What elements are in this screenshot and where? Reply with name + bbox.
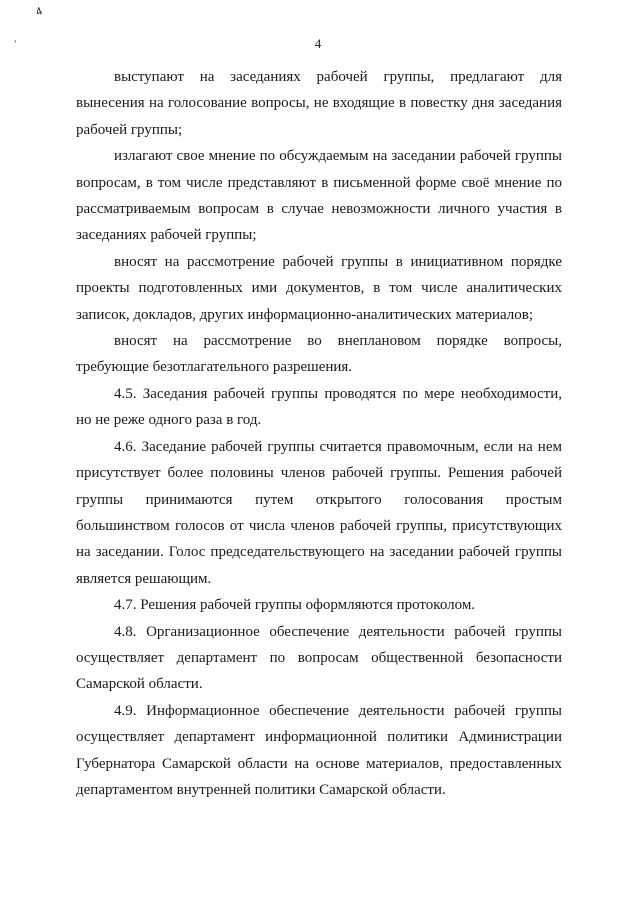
paragraph-4-5: 4.5. Заседания рабочей группы проводятся по мере необходимости, но не реже одного раза в год. [76, 385, 562, 429]
page-number: 4 [314, 36, 322, 51]
document-body [76, 64, 562, 803]
scan-mark-left: ʼ [14, 40, 17, 51]
paragraph-4-6: 4.6. Заседание рабочей группы считается правомочным, если на нем присутствует более половины членов рабочей группы. Решения рабочей группы принимаются путем открытого голосования простым большинством голосов от числа членов рабочей группы, присутствующих на заседании. Голос председательствующего на заседании рабочей группы является решающим. [76, 438, 562, 587]
scan-mark-top: 4 [34, 5, 44, 19]
paragraph-4-8: 4.8. Организационное обеспечение деятельности рабочей группы осуществляет департамент по вопросам общественной безопасности Самарской области. [76, 623, 562, 693]
paragraph-speak-at-meetings: выступают на заседаниях рабочей группы, предлагают для вынесения на голосование вопросы, не входящие в повестку дня заседания рабочей группы; [76, 69, 562, 138]
paragraph-urgent-issues: вносят на рассмотрение во внеплановом порядке вопросы, требующие безотлагательного разрешения. [76, 333, 562, 376]
paragraph-express-opinion: излагают свое мнение по обсуждаемым на заседании рабочей группы вопросам, в том числе представляют в письменной форме своё мнение по рассматриваемым вопросам в случае невозможности личного участия в заседаниях рабочей группы; [76, 148, 562, 244]
paragraph-4-7: 4.7. Решения рабочей группы оформляются протоколом. [114, 597, 476, 614]
paragraph-4-9: 4.9. Информационное обеспечение деятельности рабочей группы осуществляет департамент информационной политики Администрации Губернатора Самарской области на основе материалов, предоставленных департаментом внутренней политики Самарской области. [76, 702, 562, 798]
paragraph-submit-documents: вносят на рассмотрение рабочей группы в инициативном порядке проекты подготовленных ими документов, в том числе аналитических записок, докладов, других информационно-аналитических материалов; [76, 253, 562, 323]
